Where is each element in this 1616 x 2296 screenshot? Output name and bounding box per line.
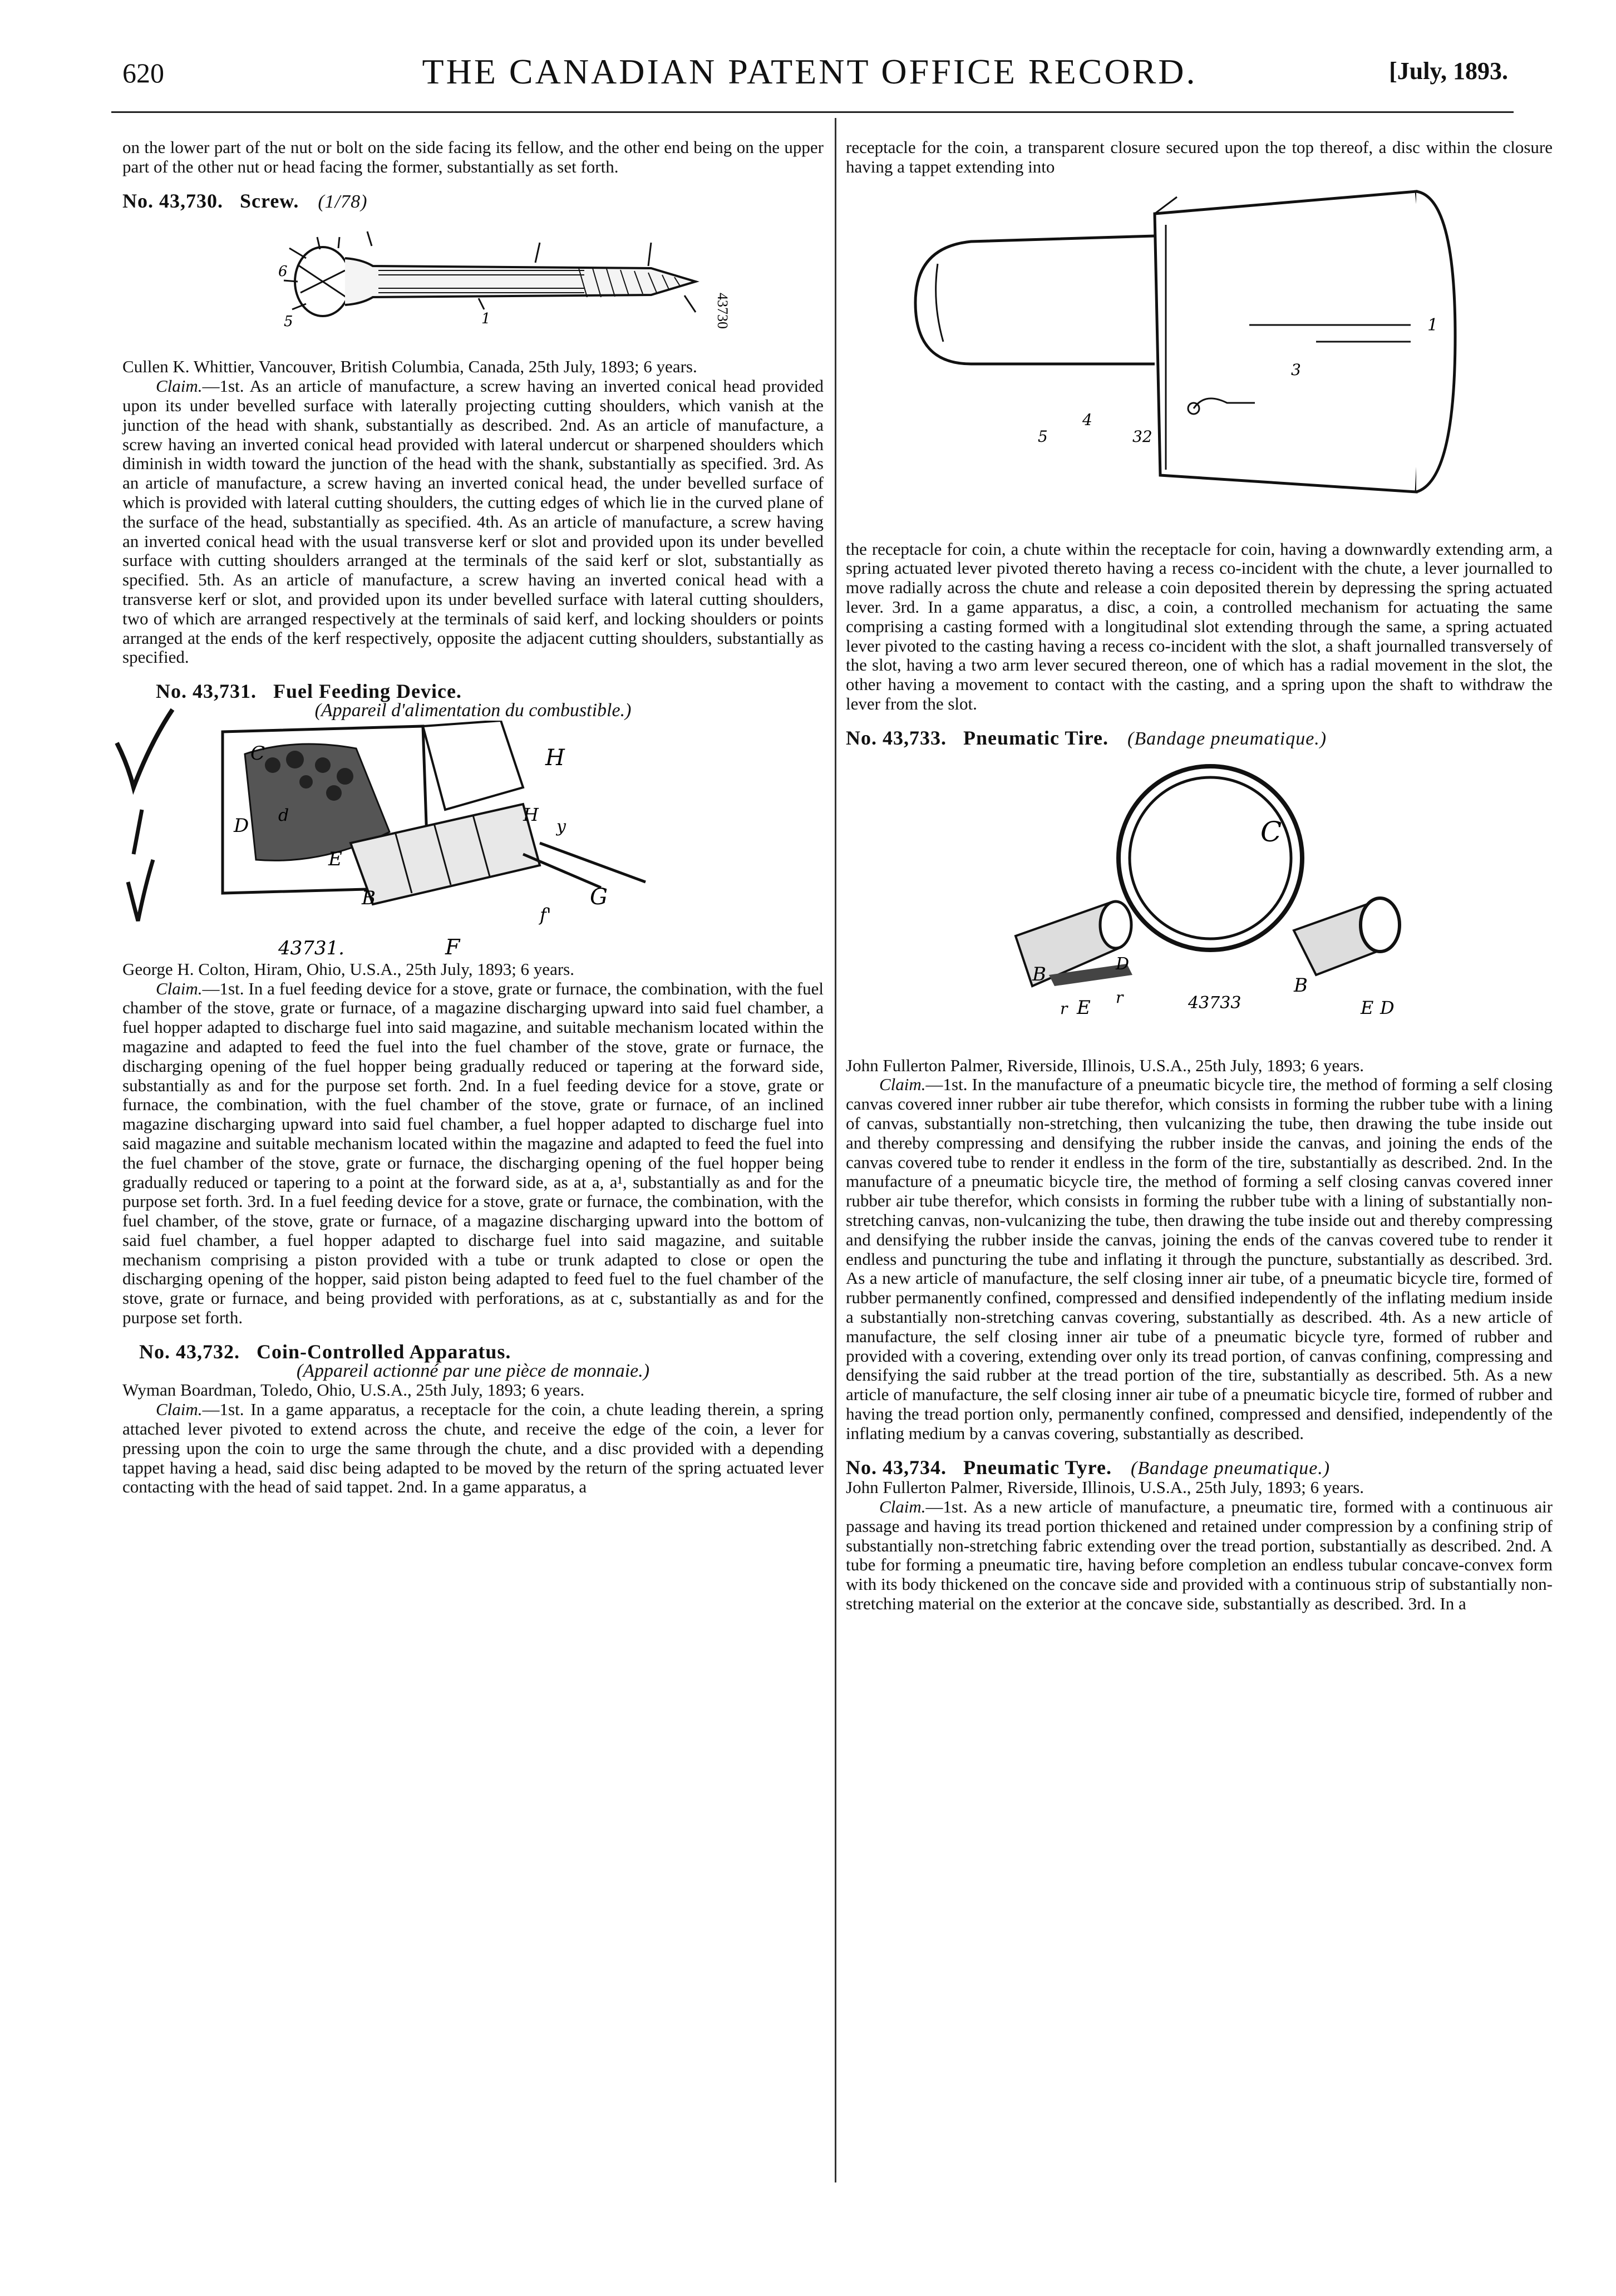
figure-label-3: 3 [1291, 360, 1301, 379]
journal-title: THE CANADIAN PATENT OFFICE RECORD. [422, 52, 1198, 91]
figure-label-4: 4 [1082, 410, 1092, 429]
patent-title: Pneumatic Tyre. [963, 1456, 1112, 1479]
svg-text:5: 5 [284, 313, 293, 331]
patent-heading-43734 [846, 1458, 1553, 1479]
svg-text:H: H [545, 745, 565, 771]
svg-text:6: 6 [278, 263, 288, 280]
figure-label-b2: B [1294, 974, 1308, 997]
patent-heading-43732 [122, 1342, 824, 1362]
figure-number: 43731. [278, 937, 344, 959]
figure-number: 43733 [1188, 993, 1241, 1013]
handwritten-checkmarks [111, 698, 178, 932]
grant-43732: Wyman Boardman, Toledo, Ohio, U.S.A., 25th July, 1893; 6 years. [122, 1380, 585, 1400]
patent-number: No. 43,733. [846, 726, 947, 749]
right-column [846, 138, 1553, 1614]
claim-text: —1st. In the manufacture of a pneumatic bicycle tire, the method of forming a self closing canvas covered inner rubber air tube therefor, which consists in forming the rubber tube with a lining of canvas, substantially non-stretching, then vulcanizing the tube, then drawing the tube inside out and thereby compressing and densifying the rubber inside the canvas, and joining the ends of the canvas covered tube to render it endless in the form of the tire, substantially as described. 2nd. In the manufacture of a pneumatic bicycle tire, the method of forming a self closing canvas covered inner rubber air tube therefor, which consists in forming the rubber tube with a lining of substantially non-stretching canvas, non-vulcanizing the tube, then drawing the tube inside out and thereby compressing and densifying the rubber inside the canvas, joining the ends of the canvas covered tube to render it endless and puncturing the tube and inflating it through the puncture, substantially as described. 3rd. As a new article of manufacture, the self closing inner air tube, of a pneumatic bicycle tire, formed of rubber permanently confined, compressed and densified independently of the inflating medium inside a substantially non-stretching canvas covering, substantially as described. 4th. As a new article of manufacture, the self closing inner air tube of a pneumatic bicycle tyre, formed of rubber and provided with a covering, extending over only its tread portion, of canvas confining, compressing and densifying the said rubber at the tread portion of the tire, substantially as described. 5th. As a new article of manufacture, the self closing inner air tube of a pneumatic bicycle tire, formed of rubber and having the tread portion only, permanently confined, compressed and densified, independently of the inflating medium by a canvas covering, substantially as described. [846, 1075, 1553, 1443]
figure-label-5: 5 [1038, 427, 1048, 446]
claim-label: Claim. [879, 1075, 926, 1095]
coin-apparatus-figure [893, 180, 1505, 536]
claim-text: —1st. As an article of manufacture, a screw having an inverted conical head provided upon its under bevelled surface with laterally projecting cutting shoulders, which vanish at the junction of the head with shank, substantially as described. 2nd. As an article of manufacture, a screw having an inverted conical head provided with lateral undercut or sharpened shoulders which diminish in width toward the junction of the head with the shank, substantially as specified. 3rd. As an article of manufacture, a screw having an inverted conical head, the under bevelled surface of which is provided with lateral cutting shoulders, the cutting edges of which lie in the curved plane of the surface of the head, substantially as specified. 4th. As an article of manufacture, a screw having an inverted conical head with the usual transverse kerf or slot and provided upon its under bevelled surface with cutting shoulders arranged at the terminals of the said kerf or slot, substantially as specified. 5th. As an article of manufacture, a screw having an inverted conical head with a transverse kerf or slot, and provided upon its under bevelled surface with lateral cutting shoulders, two of which are arranged respectively at the terminals of said kerf, and locking shoulders or points arranged at the ends of the kerf respectively, opposite the adjacent cutting shoulders, substantially as specified. [122, 376, 824, 667]
svg-text:G: G [590, 884, 608, 910]
grant-43731: George H. Colton, Hiram, Ohio, U.S.A., 25th July, 1893; 6 years. [122, 959, 574, 979]
claim-43733 [846, 1075, 1553, 1443]
grant-43734: John Fullerton Palmer, Riverside, Illinois, U.S.A., 25th July, 1893; 6 years. [846, 1477, 1364, 1497]
patent-heading-43733 [846, 728, 1553, 749]
claim-text: —1st. As a new article of manufacture, a pneumatic tire, formed with a continuous air passage and having its tread portion thickened and retained under compression by a confining strip of substantially non-stretching fabric extending over the tread portion, substantially as described. 2nd. A tube for forming a pneumatic tire, having before completion an endless tubular concave-convex form with its body thickened on the concave side and provided with a continuous strip of substantially non-stretching material on the exterior at the concave side, substantially as described. 3rd. In a [846, 1497, 1553, 1614]
patent-heading-43730 [122, 191, 824, 212]
svg-text:1: 1 [481, 311, 491, 328]
patent-number: No. 43,731. [156, 680, 257, 703]
page-header [111, 51, 1508, 101]
figure-label-b: B [1032, 963, 1046, 986]
claim-label: Claim. [879, 1497, 926, 1517]
header-rule [111, 111, 1514, 113]
figure-fraction: (1/78) [318, 191, 368, 212]
page-number: 620 [122, 57, 164, 88]
svg-text:f': f' [540, 904, 551, 925]
claim-label: Claim. [156, 1400, 203, 1420]
claim-text: —1st. In a game apparatus, a receptacle for the coin, a chute leading therein, a spring attached lever pivoted to extend across the chute, and receive the edge of the coin, a lever for pressing upon the coin to urge the same through the chute, and a disc provided with a depending tappet having a head, said disc being adapted to be moved by the return of the spring actuated lever contacting with the head of said tappet. 2nd. In a game apparatus, a [122, 1400, 824, 1497]
fuel-figure-block [122, 721, 824, 960]
svg-text:C: C [250, 742, 265, 765]
pneumatic-tire-figure [949, 752, 1450, 1053]
patent-title: Screw. [240, 189, 299, 212]
svg-text:y: y [556, 816, 566, 836]
patent-number: No. 43,734. [846, 1456, 947, 1479]
french-title: (Bandage pneumatique.) [1127, 728, 1327, 749]
patent-heading-43731 [122, 682, 824, 701]
french-title: (Bandage pneumatique.) [1130, 1457, 1331, 1479]
figure-label-e: E [1077, 996, 1091, 1019]
svg-text:E: E [328, 848, 342, 870]
figure-label-r2: r [1116, 988, 1124, 1007]
claim-text: —1st. In a fuel feeding device for a stove, grate or furnace, the combination, with the fuel chamber of the stove, grate or furnace, of a magazine discharging upward into said fuel chamber, a fuel hopper adapted to discharge fuel into said magazine, and suitable mechanism located within the magazine and adapted to feed the fuel into the fuel chamber of the stove, grate or furnace, the discharging opening of the fuel hopper being gradually reduced or tapering at the forward side, substantially as and for the purpose set forth. 2nd. In a fuel feeding device for a stove, grate or furnace, the combination, with the fuel chamber of the stove, grate or furnace, of an inclined magazine discharging upward into said fuel chamber, a fuel hopper adapted to discharge fuel into said magazine and suitable mechanism located within the magazine and adapted to feed the fuel into the fuel chamber of the stove, grate or furnace, the discharging opening of the fuel hopper being gradually reduced or tapering to a point at the forward side, as at a, a¹, substantially as and for the purpose set forth. 3rd. In a fuel feeding device for a stove, grate or furnace, the combination, with the fuel chamber, of the stove, grate or furnace, of a magazine discharging upward into the bottom of said fuel chamber, a fuel hopper adapted to discharge fuel into said magazine, and suitable mechanism comprising a piston provided with a tube or trunk adapted to close or open the discharging opening of the hopper, said piston being adapted to feed fuel to the fuel chamber of the stove, grate or furnace, and being provided with perforations, as at c, substantially as and for the purpose set forth. [122, 978, 824, 1328]
continuation-text: the receptacle for coin, a chute within the receptacle for coin, having a downwardly extending arm, a spring actuated lever pivoted thereto having a recess co-incident with the chute, a lever journalled to move radially across the chute and release a coin deposited therein by depressing the spring actuated lever. 3rd. In a game apparatus, a disc, a coin, a controlled mechanism for actuating the same comprising a casting formed with a longitudinal slot extending through the same, a spring actuated lever pivoted to the casting having a recess co-incident with the slot, a shaft journalled transversely of the slot, having a two arm lever secured thereon, one of which has a radial movement in the slot, the other having a movement to contact with the casting, and a spring upon the shaft to withdraw the lever from the slot. [846, 539, 1553, 713]
grant-43730: Cullen K. Whittier, Vancouver, British Columbia, Canada, 25th July, 1893; 6 years. [122, 357, 697, 377]
patent-title: Coin-Controlled Apparatus. [257, 1340, 511, 1363]
figure-label-32: 32 [1132, 427, 1152, 446]
fuel-feeding-figure [211, 721, 668, 960]
svg-text:d: d [278, 805, 289, 825]
claim-43731 [122, 979, 824, 1328]
french-title: (Appareil actionné par une pièce de monnaie.) [296, 1360, 650, 1381]
claim-label: Claim. [156, 376, 203, 396]
svg-text:D: D [234, 814, 249, 837]
claim-43732 [122, 1400, 824, 1497]
svg-text:F: F [445, 934, 460, 959]
claim-label: Claim. [156, 978, 203, 998]
grant-43733: John Fullerton Palmer, Riverside, Illinois, U.S.A., 25th July, 1893; 6 years. [846, 1055, 1364, 1075]
column-rule [835, 118, 836, 2182]
figure-label-c: C [1260, 815, 1282, 848]
figure-label-d2: D [1380, 997, 1395, 1018]
svg-text:H: H [523, 804, 539, 825]
patent-title: Pneumatic Tire. [963, 726, 1108, 749]
continuation-text: on the lower part of the nut or bolt on the side facing its fellow, and the other end being on the upper part of the other nut or head facing the former, substantially as set forth. [122, 137, 824, 176]
claim-43734 [846, 1497, 1553, 1614]
patent-number: No. 43,732. [139, 1340, 240, 1363]
continuation-text: receptacle for the coin, a transparent closure secured upon the top thereof, a disc within the closure having a tappet extending into [846, 137, 1553, 176]
figure-label-e2: E [1361, 997, 1374, 1018]
french-title: (Appareil d'alimentation du combustible.) [314, 699, 632, 721]
left-column [122, 138, 824, 1497]
patent-title: Fuel Feeding Device. [273, 680, 462, 703]
figure-label-d: D [1116, 954, 1130, 974]
figure-label-r1: r [1060, 999, 1068, 1018]
svg-text:B: B [362, 886, 376, 909]
patent-number: No. 43,730. [122, 189, 223, 212]
issue-date: [July, 1893. [1389, 57, 1508, 85]
claim-43730 [122, 377, 824, 667]
figure-number: 43730 [715, 293, 731, 329]
screw-figure [195, 215, 751, 354]
figure-label-1: 1 [1427, 315, 1438, 335]
